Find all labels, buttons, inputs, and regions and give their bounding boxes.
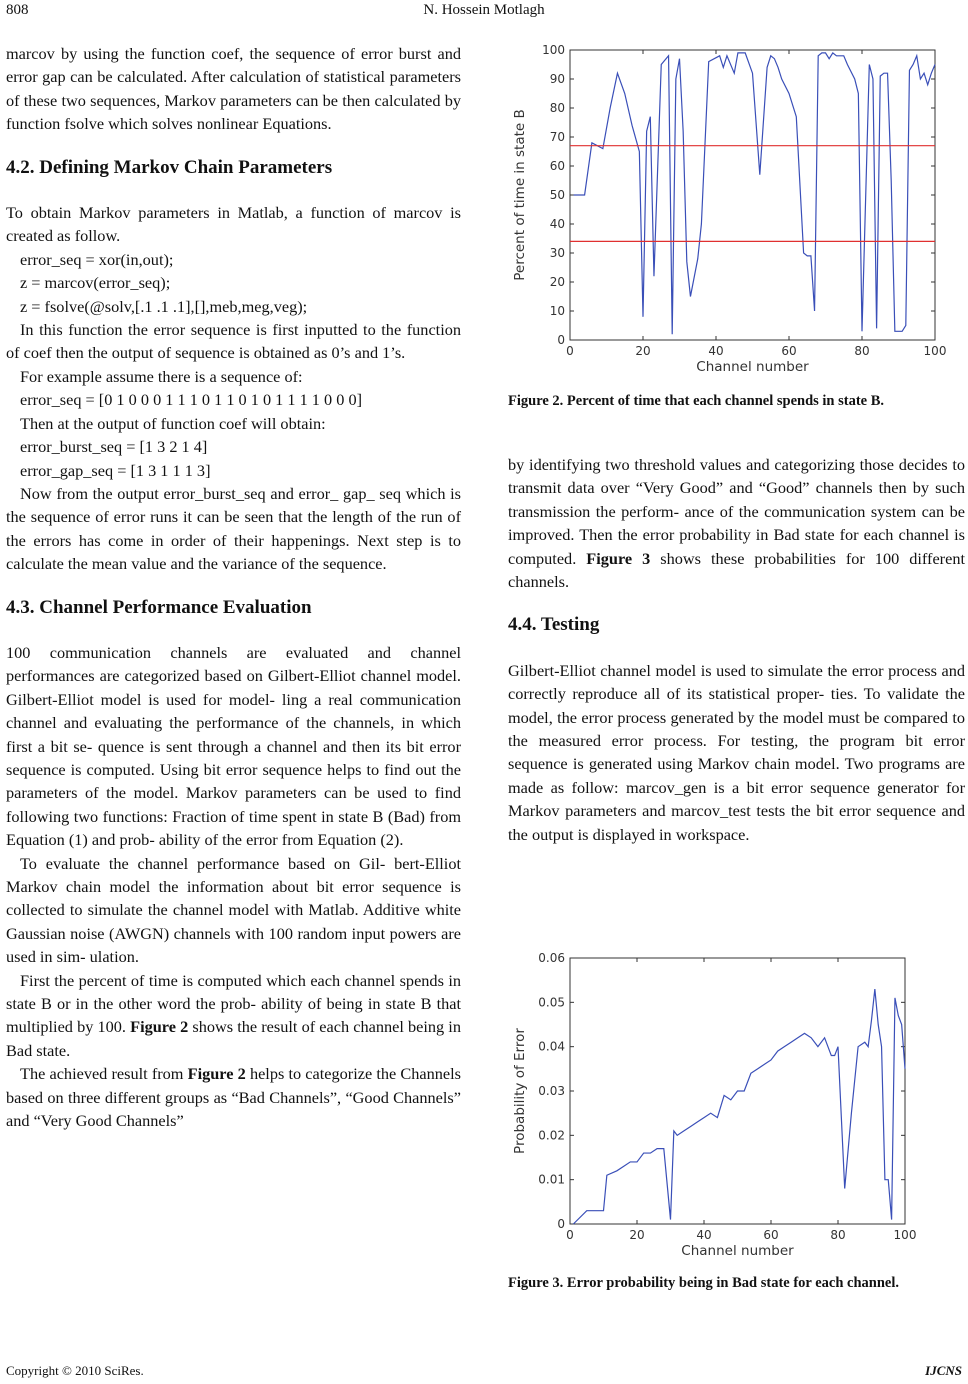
x-axis-label: Channel number	[681, 1243, 794, 1259]
text-run: by identifying two threshold values and categorizing those decides to transmit data over “Very Good” and “Good” channels then by such transmission the perform- ance of the communication system can be improved. Then the error probability in Bad state for each channel is computed.	[508, 455, 965, 568]
figure-3-chart	[510, 938, 965, 1268]
series-line-0	[573, 989, 905, 1224]
y-tick-label: 100	[542, 43, 565, 57]
paragraph	[508, 453, 965, 593]
paragraph: To evaluate the channel performance based on Gil- bert-Elliot Markov chain model the information about bit error sequence is collected to simulate the channel model with Matlab. Additive white Gaussian noise (AWGN) channels with 100 random input powers are used in sim- ulation.	[6, 853, 461, 967]
figure-reference: Figure 3	[586, 548, 651, 568]
y-axis-label: Percent of time in state B	[512, 109, 528, 281]
y-tick-label: 40	[549, 217, 565, 231]
section-heading: 4.2. Defining Markov Chain Parameters	[6, 156, 333, 178]
figure-3-caption: Figure 3. Error probability being in Bad state for each channel.	[508, 1275, 899, 1291]
y-tick-label: 0.04	[538, 1039, 565, 1054]
paragraph	[6, 969, 461, 1063]
code-line: z = marcov(error_seq);	[20, 273, 171, 293]
text-run: First the percent of time is computed which each channel spends in state B or in the other word the prob- ability of being in state B that multiplied by 100.	[6, 970, 461, 1037]
left-column	[6, 42, 461, 1132]
y-tick-label: 0.05	[538, 995, 565, 1010]
x-tick-label: 20	[635, 344, 651, 358]
y-tick-label: 70	[549, 130, 565, 144]
y-tick-label: 0	[557, 333, 565, 347]
paragraph: In this function the error sequence is first inputted to the function of coef then the output of sequence is obtained as 0’s and 1’s.	[6, 320, 461, 363]
text-run: helps to categorize the Channels based on three different groups as “Bad Channels”, “Good Channels” and “Very Good Channels”	[6, 1064, 461, 1131]
x-tick-label: 20	[629, 1228, 645, 1242]
code-line: z = fsolve(@solv,[.1 .1 .1],[],meb,meg,veg);	[20, 296, 308, 316]
x-tick-label: 40	[708, 344, 724, 358]
y-tick-label: 90	[549, 72, 565, 86]
x-tick-label: 100	[893, 1228, 917, 1242]
series-line-0	[574, 53, 935, 334]
y-axis-label: Probability of Error	[512, 1028, 528, 1154]
y-tick-label: 0.02	[538, 1128, 565, 1143]
figure-reference: Figure 2	[130, 1017, 189, 1037]
paragraph: Gilbert-Elliot channel model is used to simulate the error process and correctly reproduce all of its statistical proper- ties. To validate the model, the error process generated by the model must be compared to the measured error process. For testing, the program bit error sequence is generated using Markov chain model. Two programs are made as follow: marcov_gen is a bit error sequence generator for Markov parameters and marcov_test tests the bit error sequence and the output is displayed in workspace.	[508, 660, 965, 844]
page-number: 808	[6, 2, 29, 18]
y-tick-label: 80	[549, 101, 565, 115]
paragraph: Then at the output of function coef will obtain:	[20, 413, 326, 433]
figure-reference: Figure 2	[187, 1064, 246, 1084]
right-column	[508, 453, 965, 846]
paragraph: marcov by using the function coef, the sequence of error burst and error gap can be calculated. After calculation of statistical parameters of these two sequences, Markov parameters can be then calculated by function fsolve which solves nonlinear Equations.	[6, 44, 461, 134]
y-tick-label: 30	[549, 246, 565, 260]
paragraph: Now from the output error_burst_seq and error_ gap_ seq which is the sequence of error runs it can be seen that the length of the run of the errors has come in order of their happenings. Next step is to calculate the mean value and the variance of the sequence.	[6, 483, 461, 574]
x-tick-label: 80	[854, 344, 870, 358]
x-tick-label: 0	[566, 344, 574, 358]
code-line: error_gap_seq = [1 3 1 1 1 3]	[20, 460, 211, 480]
y-tick-label: 60	[549, 159, 565, 173]
x-tick-label: 40	[696, 1228, 712, 1242]
code-line: error_seq = xor(in,out);	[20, 249, 174, 269]
code-line: error_seq = [0 1 0 0 0 1 1 1 0 1 1 0 1 0 1 1 1 1 0 0 0]	[20, 390, 363, 410]
x-tick-label: 80	[830, 1228, 846, 1242]
text-run: shows the result of each channel being in Bad state.	[6, 1017, 461, 1060]
x-tick-label: 0	[566, 1228, 574, 1242]
y-tick-label: 50	[549, 188, 565, 202]
figure-2-chart	[510, 38, 965, 383]
x-axis-label: Channel number	[696, 359, 809, 375]
text-run: shows these probabilities for 100 different channels.	[508, 548, 965, 592]
x-tick-label: 60	[763, 1228, 779, 1242]
y-tick-label: 20	[549, 275, 565, 289]
x-tick-label: 60	[781, 344, 797, 358]
section-heading: 4.4. Testing	[508, 614, 600, 636]
paragraph: 100 communication channels are evaluated and channel performances are categorized based on Gilbert-Elliot channel model. Gilbert-Elliot model is used for model- ling a real communication channel and evaluating the performance of the channels, in which first a bit se- quence is sent through a channel and then its bit error sequence is computed. Using bit error sequence helps to find out the parameters of the model. Markov parameters can be used to find following two functions: Fraction of time spent in state B (Bad) from Equation (1) and prob- ability of the error from Equation (2).	[6, 642, 461, 850]
y-tick-label: 0	[557, 1217, 565, 1231]
footer-journal: IJCNS	[925, 1363, 962, 1378]
y-tick-label: 0.03	[538, 1084, 565, 1098]
footer-copyright: Copyright © 2010 SciRes.	[6, 1363, 144, 1378]
paragraph: For example assume there is a sequence of:	[20, 366, 303, 386]
y-tick-label: 0.06	[538, 951, 565, 965]
figure-2-caption: Figure 2. Percent of time that each channel spends in state B.	[508, 393, 885, 409]
paragraph	[6, 1062, 461, 1132]
section-heading: 4.3. Channel Performance Evaluation	[6, 596, 312, 618]
x-tick-label: 100	[923, 344, 947, 358]
y-tick-label: 10	[549, 304, 565, 318]
text-run: The achieved result from	[20, 1064, 188, 1084]
y-tick-label: 0.01	[538, 1172, 565, 1187]
paragraph: To obtain Markov parameters in Matlab, a function of marcov is created as follow.	[6, 203, 461, 246]
running-header-author: N. Hossein Motlagh	[423, 2, 545, 18]
code-line: error_burst_seq = [1 3 2 1 4]	[20, 437, 208, 457]
